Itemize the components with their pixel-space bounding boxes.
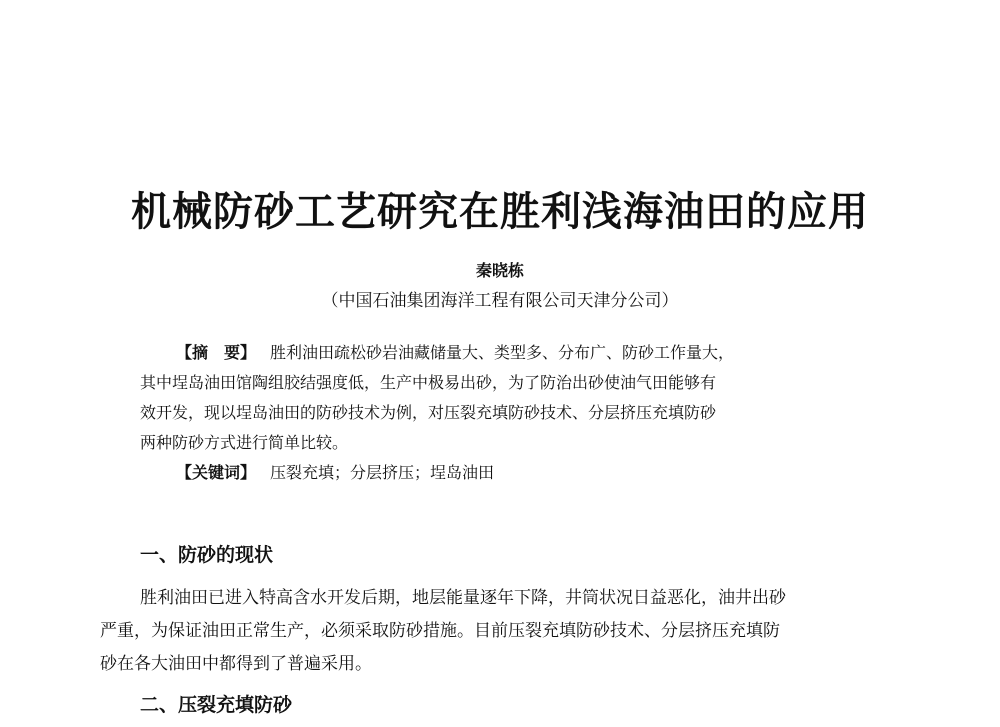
paper-title: 机械防砂工艺研究在胜利浅海油田的应用 (131, 189, 869, 235)
keywords-line (140, 458, 880, 488)
keywords-text: 压裂充填；分层挤压；埕岛油田 (270, 463, 495, 482)
body-line: 严重，为保证油田正常生产，必须采取防砂措施。目前压裂充填防砂技术、分层挤压充填防 (100, 621, 780, 641)
abstract-label: 【摘 要】 (176, 343, 257, 362)
body-line: 胜利油田已进入特高含水开发后期，地层能量逐年下降，井筒状况日益恶化，油井出砂 (140, 588, 786, 608)
section-body (100, 582, 900, 681)
abstract-text: 胜利油田疏松砂岩油藏储量大、类型多、分布广、防砂工作量大， (270, 343, 735, 362)
abstract-line: 两种防砂方式进行简单比较。 (140, 433, 349, 452)
paper-affiliation: （中国石油集团海洋工程有限公司天津分公司） (321, 291, 679, 311)
abstract-block (140, 338, 880, 488)
paper-author: 秦晓栋 (475, 261, 524, 280)
section-heading: 一、防砂的现状 (140, 544, 274, 566)
abstract-line (140, 338, 880, 368)
abstract-line: 效开发，现以埕岛油田的防砂技术为例，对压裂充填防砂技术、分层挤压充填防砂 (140, 403, 717, 422)
keywords-label: 【关键词】 (176, 463, 257, 482)
abstract-line: 其中埕岛油田馆陶组胶结强度低，生产中极易出砂，为了防治出砂使油气田能够有 (140, 373, 717, 392)
body-line: 砂在各大油田中都得到了普遍采用。 (100, 654, 372, 674)
section-heading: 二、压裂充填防砂 (140, 694, 293, 716)
